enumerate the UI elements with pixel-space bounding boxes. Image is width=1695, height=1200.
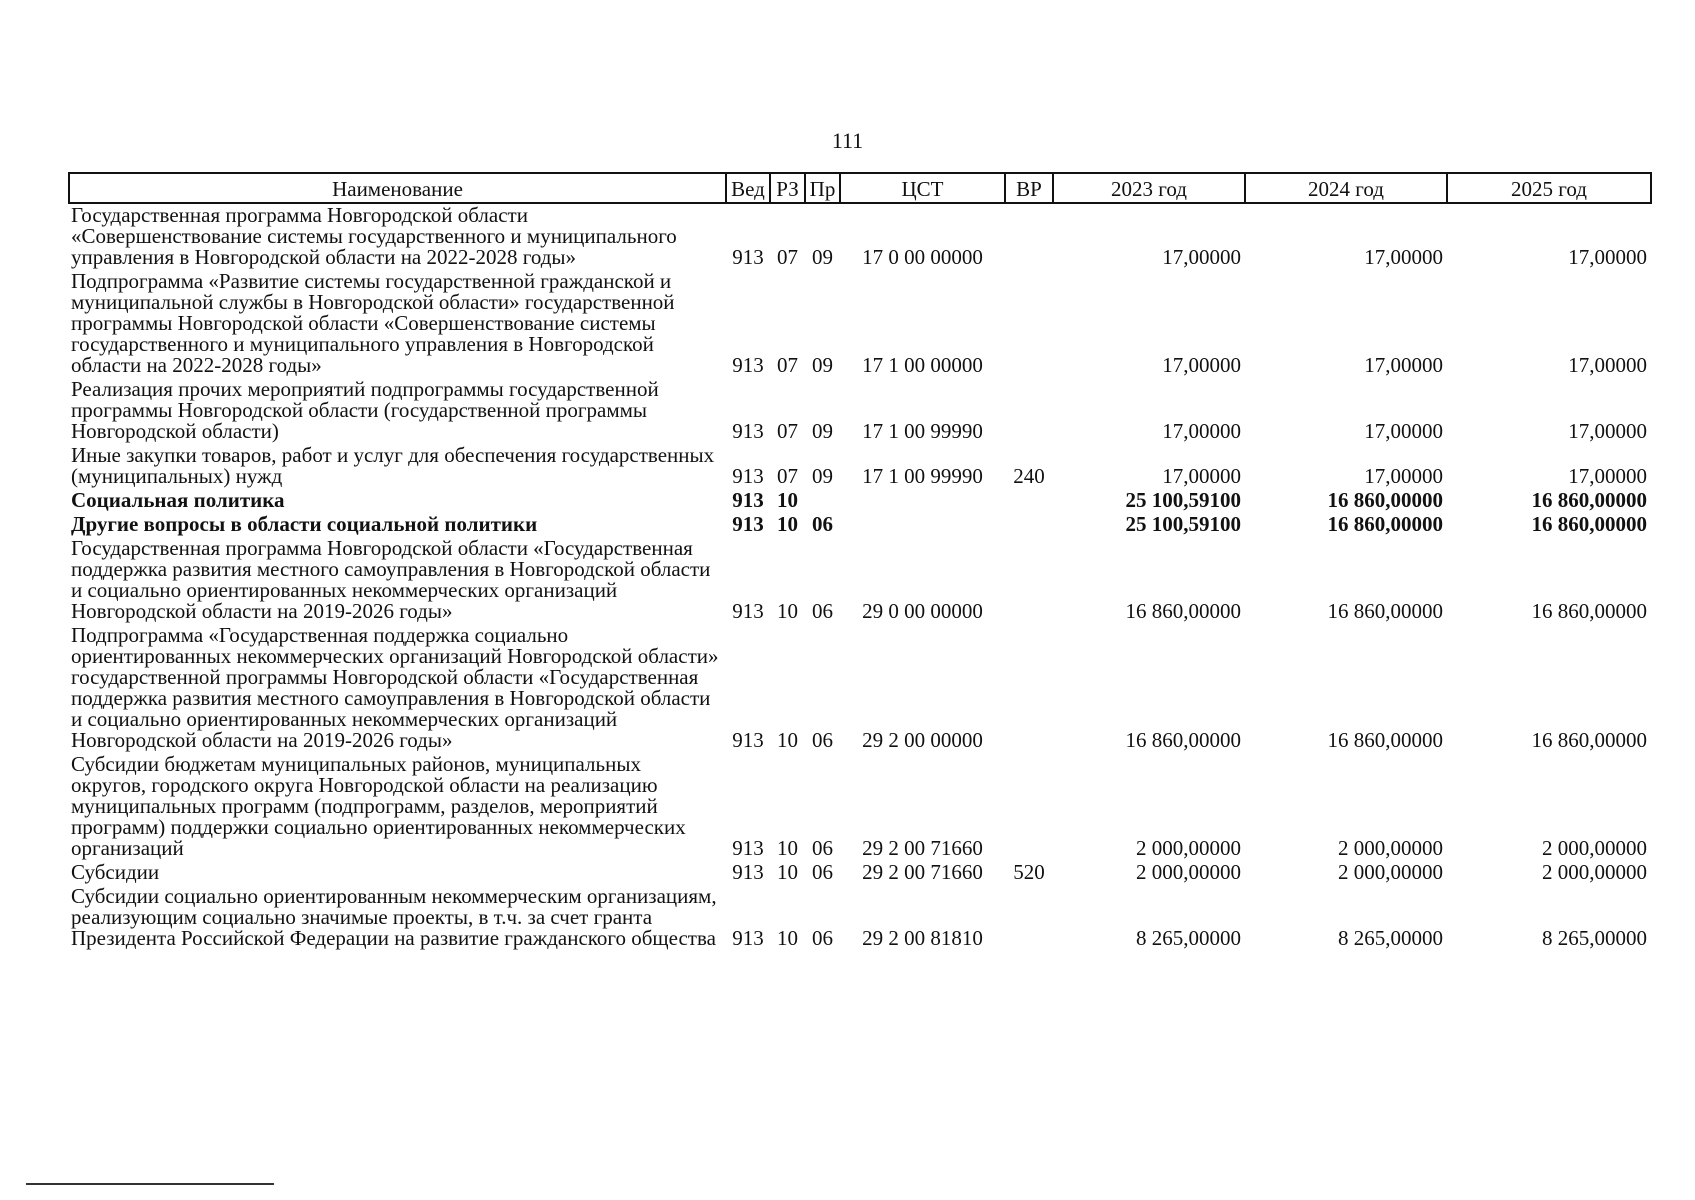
cell-cst (840, 513, 1005, 537)
cell-rz: 07 (777, 464, 798, 488)
cell-rz: 10 (777, 926, 798, 950)
header-2023: 2023 год (1053, 173, 1245, 203)
header-rz: РЗ (770, 173, 805, 203)
cell-name: Субсидии бюджетам муниципальных районов, муниципальных округов, городского округа Новгородской области на реализацию муниципальных программ (подпрограмм, разделов, мероприятий программ) поддержки социально ориентированных некоммерческих организаций (71, 752, 686, 860)
table-row (69, 203, 1651, 270)
cell-pr (805, 489, 840, 513)
cell-2025: 2 000,00000 (1542, 836, 1647, 860)
cell-name: Социальная политика (71, 488, 285, 512)
header-vr: ВР (1005, 173, 1053, 203)
cell-ved: 913 (732, 728, 764, 752)
header-name: Наименование (69, 173, 726, 203)
table-row (69, 444, 1651, 489)
cell-2025: 17,00000 (1568, 464, 1647, 488)
cell-vr: 520 (1013, 860, 1045, 884)
cell-2025: 16 860,00000 (1531, 512, 1647, 536)
cell-2023: 2 000,00000 (1136, 860, 1241, 884)
cell-ved: 913 (732, 353, 764, 377)
header-ved: Вед (726, 173, 770, 203)
cell-vr (1005, 753, 1053, 861)
table-body (69, 203, 1651, 951)
cell-pr: 06 (812, 728, 833, 752)
cell-pr: 09 (812, 464, 833, 488)
cell-ved: 913 (732, 488, 764, 512)
cell-vr (1005, 489, 1053, 513)
budget-table (68, 172, 1652, 951)
cell-rz: 10 (777, 836, 798, 860)
cell-rz: 10 (777, 728, 798, 752)
cell-cst (840, 489, 1005, 513)
cell-vr: 240 (1013, 464, 1045, 488)
cell-2024: 17,00000 (1364, 245, 1443, 269)
table-row (69, 624, 1651, 753)
cell-ved: 913 (732, 245, 764, 269)
cell-cst: 17 1 00 00000 (862, 353, 983, 377)
table-header-row (69, 173, 1651, 203)
cell-vr (1005, 378, 1053, 444)
cell-pr: 09 (812, 353, 833, 377)
cell-2024: 16 860,00000 (1327, 512, 1443, 536)
cell-pr: 09 (812, 419, 833, 443)
cell-pr: 06 (812, 512, 833, 536)
cell-rz: 07 (777, 419, 798, 443)
cell-vr (1005, 537, 1053, 624)
cell-rz: 07 (777, 353, 798, 377)
cell-pr: 06 (812, 860, 833, 884)
table-row (69, 489, 1651, 513)
cell-rz: 10 (777, 860, 798, 884)
cell-cst: 29 2 00 71660 (862, 836, 983, 860)
cell-rz: 10 (777, 599, 798, 623)
cell-2025: 16 860,00000 (1531, 599, 1647, 623)
cell-ved: 913 (732, 464, 764, 488)
cell-name: Другие вопросы в области социальной политики (71, 512, 538, 536)
cell-2024: 16 860,00000 (1327, 728, 1443, 752)
cell-name: Подпрограмма «Государственная поддержка социально ориентированных некоммерческих организаций Новгородской области» государственной программы Новгородской области «Государственная поддержка развития местного самоуправления в Новгородской области и социально ориентированных некоммерческих организаций Новгородской области на 2019-2026 годы» (71, 623, 719, 752)
cell-name: Подпрограмма «Развитие системы государственной гражданской и муниципальной службы в Новгородской области» государственной программы Новгородской области «Совершенствование системы государственного и муниципального управления в Новгородской области на 2022-2028 годы» (71, 269, 675, 377)
cell-cst: 29 2 00 71660 (862, 860, 983, 884)
cell-vr (1005, 203, 1053, 270)
cell-2024: 16 860,00000 (1327, 599, 1443, 623)
cell-name: Иные закупки товаров, работ и услуг для обеспечения государственных (муниципальных) нужд (71, 443, 715, 488)
cell-ved: 913 (732, 860, 764, 884)
cell-name: Субсидии (71, 860, 160, 884)
cell-cst: 17 0 00 00000 (862, 245, 983, 269)
cell-name: Реализация прочих мероприятий подпрограммы государственной программы Новгородской области (государственной программы Новгородской области) (71, 377, 659, 443)
cell-2023: 17,00000 (1162, 419, 1241, 443)
cell-name: Государственная программа Новгородской области «Совершенствование системы государственного и муниципального управления в Новгородской области на 2022-2028 годы» (71, 203, 677, 269)
cell-vr (1005, 270, 1053, 378)
cell-vr (1005, 624, 1053, 753)
cell-vr (1005, 513, 1053, 537)
header-cst: ЦСТ (840, 173, 1005, 203)
cell-2024: 2 000,00000 (1338, 836, 1443, 860)
cell-2023: 17,00000 (1162, 245, 1241, 269)
cell-pr: 06 (812, 599, 833, 623)
cell-2023: 25 100,59100 (1125, 512, 1241, 536)
table-row (69, 513, 1651, 537)
cell-ved: 913 (732, 419, 764, 443)
cell-ved: 913 (732, 599, 764, 623)
cell-pr: 06 (812, 836, 833, 860)
cell-2024: 2 000,00000 (1338, 860, 1443, 884)
cell-2024: 17,00000 (1364, 464, 1443, 488)
cell-ved: 913 (732, 926, 764, 950)
header-pr: Пр (805, 173, 840, 203)
cell-vr (1005, 885, 1053, 951)
cell-pr: 09 (812, 245, 833, 269)
cell-2023: 16 860,00000 (1125, 599, 1241, 623)
cell-cst: 17 1 00 99990 (862, 464, 983, 488)
cell-2023: 17,00000 (1162, 353, 1241, 377)
cell-rz: 10 (777, 488, 798, 512)
table-row (69, 537, 1651, 624)
cell-2023: 2 000,00000 (1136, 836, 1241, 860)
cell-2025: 17,00000 (1568, 245, 1647, 269)
table-row (69, 270, 1651, 378)
table-row (69, 861, 1651, 885)
footer-rule (26, 1183, 274, 1185)
cell-2024: 17,00000 (1364, 419, 1443, 443)
cell-2024: 8 265,00000 (1338, 926, 1443, 950)
cell-2023: 16 860,00000 (1125, 728, 1241, 752)
cell-2025: 8 265,00000 (1542, 926, 1647, 950)
header-2025: 2025 год (1447, 173, 1651, 203)
cell-rz: 07 (777, 245, 798, 269)
cell-2025: 17,00000 (1568, 353, 1647, 377)
cell-cst: 29 2 00 00000 (862, 728, 983, 752)
header-2024: 2024 год (1245, 173, 1447, 203)
cell-ved: 913 (732, 512, 764, 536)
cell-cst: 17 1 00 99990 (862, 419, 983, 443)
table-row (69, 885, 1651, 951)
cell-2025: 17,00000 (1568, 419, 1647, 443)
page-number: 111 (831, 128, 864, 153)
table-row (69, 753, 1651, 861)
cell-cst: 29 0 00 00000 (862, 599, 983, 623)
cell-2023: 8 265,00000 (1136, 926, 1241, 950)
cell-name: Государственная программа Новгородской области «Государственная поддержка развития местного самоуправления в Новгородской области и социально ориентированных некоммерческих организаций Новгородской области на 2019-2026 годы» (71, 536, 711, 623)
cell-cst: 29 2 00 81810 (862, 926, 983, 950)
cell-2025: 16 860,00000 (1531, 488, 1647, 512)
cell-rz: 10 (777, 512, 798, 536)
cell-name: Субсидии социально ориентированным некоммерческим организациям, реализующим социально значимые проекты, в т.ч. за счет гранта Президента Российской Федерации на развитие гражданского общества (71, 884, 717, 950)
table-row (69, 378, 1651, 444)
cell-2023: 17,00000 (1162, 464, 1241, 488)
cell-2025: 16 860,00000 (1531, 728, 1647, 752)
cell-2023: 25 100,59100 (1125, 488, 1241, 512)
cell-2025: 2 000,00000 (1542, 860, 1647, 884)
cell-2024: 17,00000 (1364, 353, 1443, 377)
cell-ved: 913 (732, 836, 764, 860)
cell-pr: 06 (812, 926, 833, 950)
cell-2024: 16 860,00000 (1327, 488, 1443, 512)
